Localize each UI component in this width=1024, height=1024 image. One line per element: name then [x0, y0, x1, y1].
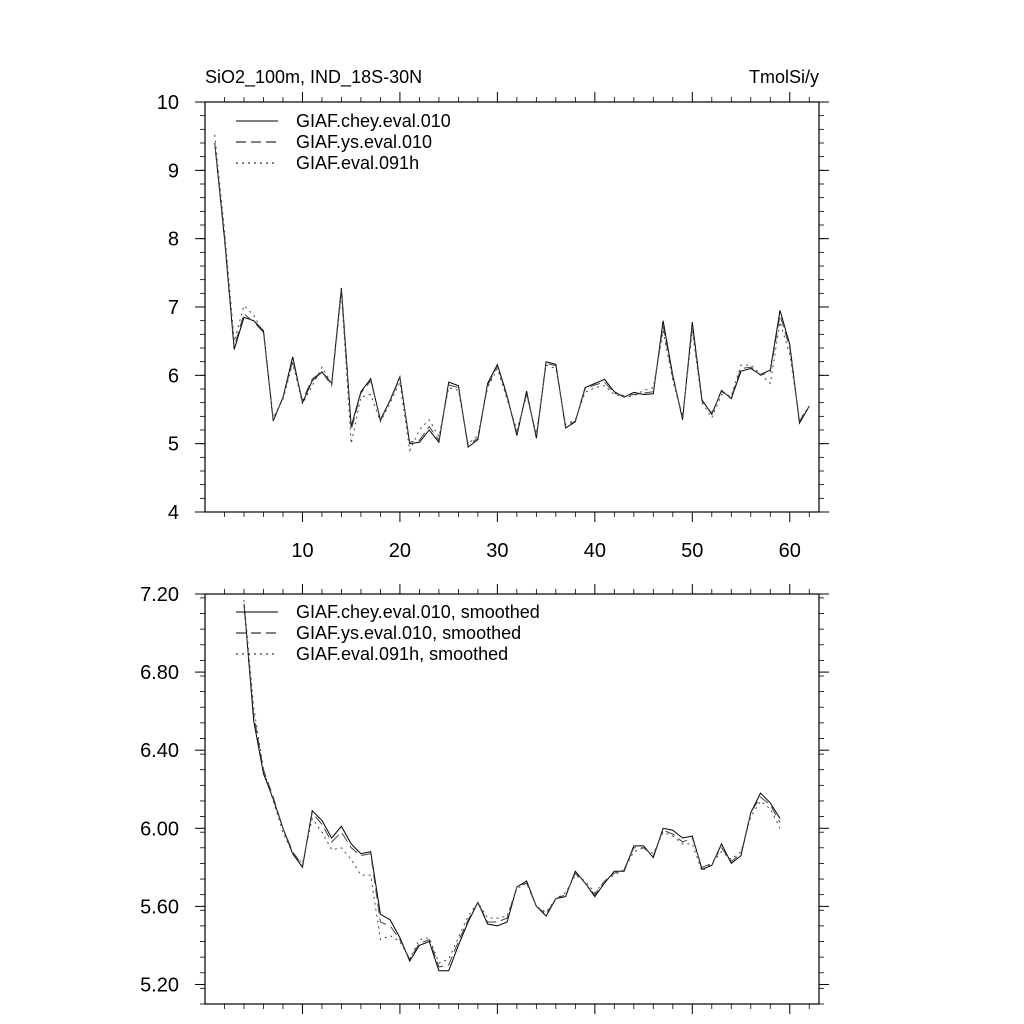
bottom-legend: [236, 602, 540, 664]
y-tick-label: 10: [156, 92, 179, 114]
series-line-2: [215, 135, 810, 451]
legend-label-1: GIAF.ys.eval.010, smoothed: [296, 623, 522, 643]
x-tick-label: 60: [778, 540, 801, 562]
top-title-left: SiO2_100m, IND_18S-30N: [205, 67, 423, 87]
top-series-lines: [215, 135, 810, 451]
x-tick-label: 50: [681, 540, 704, 562]
x-tick-label: 40: [583, 540, 606, 562]
y-tick-label: 7.20: [140, 584, 179, 606]
y-tick-label: 9: [167, 160, 179, 183]
top-panel: [157, 67, 829, 562]
legend-label-2: GIAF.eval.091h, smoothed: [296, 644, 509, 664]
y-tick-label: 7: [167, 297, 179, 319]
bottom-panel: [140, 584, 829, 1014]
y-tick-label: 6.00: [140, 818, 179, 841]
top-title-right: TmolSi/y: [748, 67, 819, 87]
y-tick-label: 4: [167, 502, 179, 524]
top-legend: [236, 111, 451, 173]
y-tick-label: 5.60: [140, 896, 179, 919]
legend-label-0: GIAF.chey.eval.010: [296, 111, 451, 131]
x-tick-label: 10: [291, 540, 314, 562]
y-tick-label: 6: [167, 365, 179, 388]
y-tick-label: 5: [167, 433, 179, 456]
y-tick-label: 6.80: [140, 662, 179, 685]
y-tick-label: 6.40: [140, 740, 179, 763]
series-line-0: [215, 143, 810, 447]
y-tick-label: 5.20: [140, 974, 179, 997]
top-axis-ticks: [157, 92, 829, 562]
y-tick-label: 8: [167, 228, 179, 251]
legend-label-1: GIAF.ys.eval.010: [296, 132, 433, 152]
x-tick-label: 30: [486, 540, 509, 562]
x-tick-label: 20: [388, 540, 412, 562]
legend-label-0: GIAF.chey.eval.010, smoothed: [296, 602, 540, 622]
legend-label-2: GIAF.eval.091h: [296, 153, 420, 173]
